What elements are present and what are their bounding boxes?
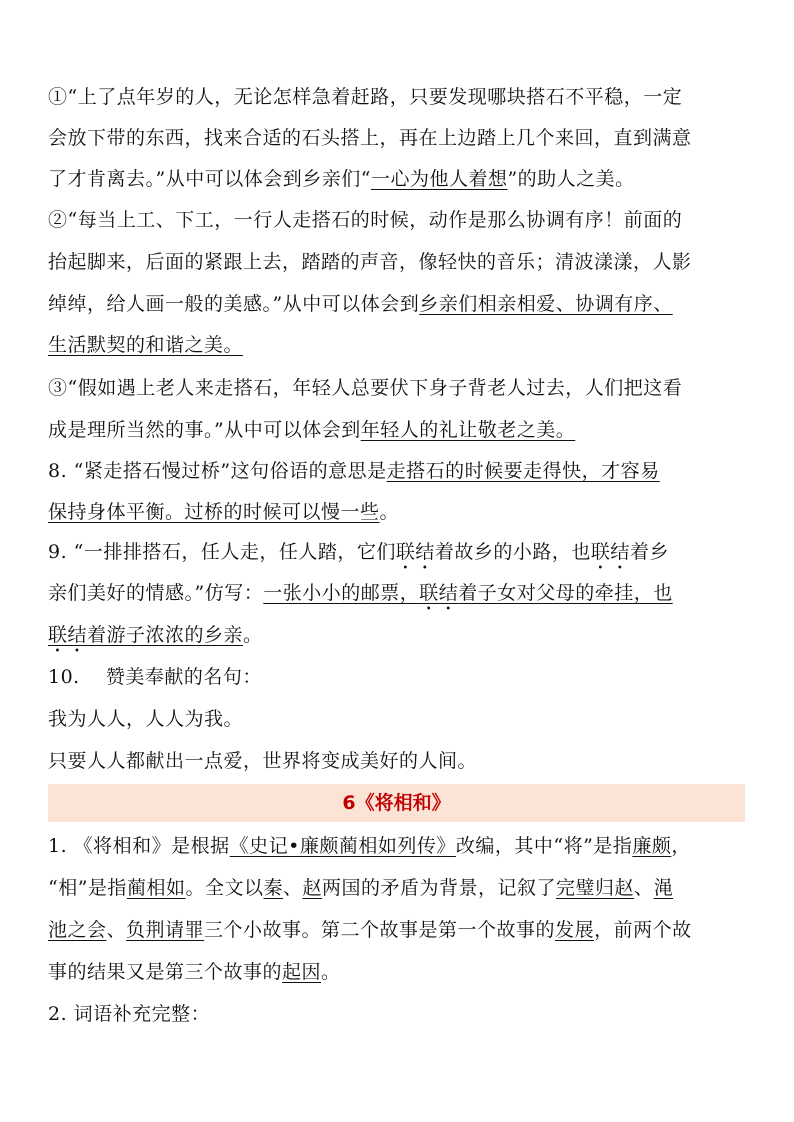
- text: 了才肯离去。”从中可以体会到乡亲们“: [48, 168, 371, 190]
- text: ”的助人之美。: [507, 168, 635, 190]
- answer-underline: 赵: [302, 877, 323, 899]
- answer-underline: 秦: [263, 877, 283, 899]
- text: 着乡: [629, 541, 669, 563]
- answer-underline: 发展: [555, 919, 595, 941]
- s1-line4: [48, 957, 748, 987]
- answer-underline: 蔺相如: [126, 877, 186, 899]
- q9-line3: [48, 620, 748, 657]
- q9-line2: [48, 578, 748, 615]
- emphasis-dot-text: 联结: [48, 624, 88, 646]
- answer-underline: 廉颇: [632, 835, 672, 857]
- q8-line2: [48, 497, 748, 527]
- answer-underline: 负荆请罪: [126, 919, 205, 941]
- s1-line2: [48, 873, 748, 903]
- s1-line3: [48, 915, 748, 945]
- text: ，前两个故: [594, 919, 692, 941]
- q7-item2-line2: 抬起脚来，后面的紧跟上去，踏踏的声音，像轻快的音乐；清波漾漾，人影: [48, 251, 692, 273]
- text: 三个小故事。第二个故事是第一个故事的: [204, 919, 556, 941]
- answer-text: 着子女对父母的牵挂，也: [458, 582, 673, 604]
- q7-item2-line4: [48, 330, 748, 360]
- q10-quote2: 只要人人都献出一点爱，世界将变成美好的人间。: [48, 750, 478, 772]
- q7-item1-line2: 会放下带的东西，找来合适的石头搭上，再在上边踏上几个来回，直到满意: [48, 127, 692, 149]
- text: 着故乡的小路，也: [434, 541, 591, 563]
- q7-item3-line2: [48, 415, 748, 445]
- answer-underline: 走搭石的时候要走得快，才容易: [386, 460, 660, 482]
- emphasis-dot-text: 联结: [395, 541, 435, 563]
- q10-quote1: 我为人人，人人为我。: [48, 708, 244, 730]
- text: 成是理所当然的事。”从中可以体会到: [48, 419, 361, 441]
- answer-underline: [48, 624, 243, 646]
- q9-line1: [48, 537, 748, 574]
- text: “相”是指: [48, 877, 127, 899]
- answer-underline: [263, 582, 673, 604]
- section-header-band: [48, 784, 745, 822]
- text: 改编，其中“将”是指: [455, 835, 633, 857]
- answer-underline: 一心为他人着想: [370, 168, 508, 190]
- emphasis-dot-text: 联结: [590, 541, 630, 563]
- q7-item2-line1: ②“每当上工、下工，一行人走搭石的时候，动作是那么协调有序！前面的: [48, 209, 683, 231]
- text: 绰绰，给人画一般的美感。”从中可以体会到: [48, 293, 420, 315]
- text: 两国的矛盾为背景，记叙了: [322, 877, 557, 899]
- answer-text: 着游子浓浓的乡亲: [87, 624, 244, 646]
- s2-heading: 2. 词语补充完整：: [48, 1003, 211, 1025]
- text: 。: [243, 624, 263, 646]
- answer-underline: 年轻人的礼让敬老之美。: [360, 419, 576, 441]
- text: 9. “一排排搭石，任人走，任人踏，它们: [48, 541, 396, 563]
- text: ，: [671, 835, 691, 857]
- answer-underline: 起因: [282, 961, 322, 983]
- q7-item1-line1: ①“上了点年岁的人，无论怎样急着赶路，只要发现哪块搭石不平稳，一定: [48, 86, 683, 108]
- text: 事的结果又是第三个故事的: [48, 961, 283, 983]
- text: 1. 《将相和》是根据: [48, 835, 230, 857]
- q7-item2-line3: [48, 289, 748, 319]
- answer-underline: 生活默契的和谐之美。: [48, 334, 244, 356]
- text: 。全文以: [185, 877, 264, 899]
- q10-heading: 10. 赞美奉献的名句：: [48, 666, 262, 688]
- answer-underline: 渑: [653, 877, 674, 899]
- answer-underline: 保持身体平衡。过桥的时候可以慢一些: [48, 501, 380, 523]
- answer-text: 一张小小的邮票，: [263, 582, 420, 604]
- answer-underline: 完璧归赵: [556, 877, 635, 899]
- emphasis-dot-text: 联结: [419, 582, 459, 604]
- s1-line1: [48, 831, 748, 861]
- answer-underline: 池之会: [48, 919, 107, 941]
- text: 。: [321, 961, 341, 983]
- q8-line1: [48, 456, 748, 486]
- text: 亲们美好的情感。”仿写：: [48, 582, 264, 604]
- answer-underline: 《史记•廉颇蔺相如列传》: [229, 835, 456, 857]
- text: 、: [282, 877, 303, 899]
- answer-underline: 乡亲们相亲相爱、协调有序、: [419, 293, 673, 315]
- section-title: 6《将相和》: [342, 792, 451, 814]
- text: 、: [634, 877, 654, 899]
- q7-item3-line1: ③“假如遇上老人来走搭石，年轻人总要伏下身子背老人过去，人们把这看: [48, 377, 683, 399]
- text: 8. “紧走搭石慢过桥”这句俗语的意思是: [48, 460, 387, 482]
- text: 。: [379, 501, 400, 523]
- text: 、: [106, 919, 127, 941]
- q7-item1-line3: [48, 164, 748, 194]
